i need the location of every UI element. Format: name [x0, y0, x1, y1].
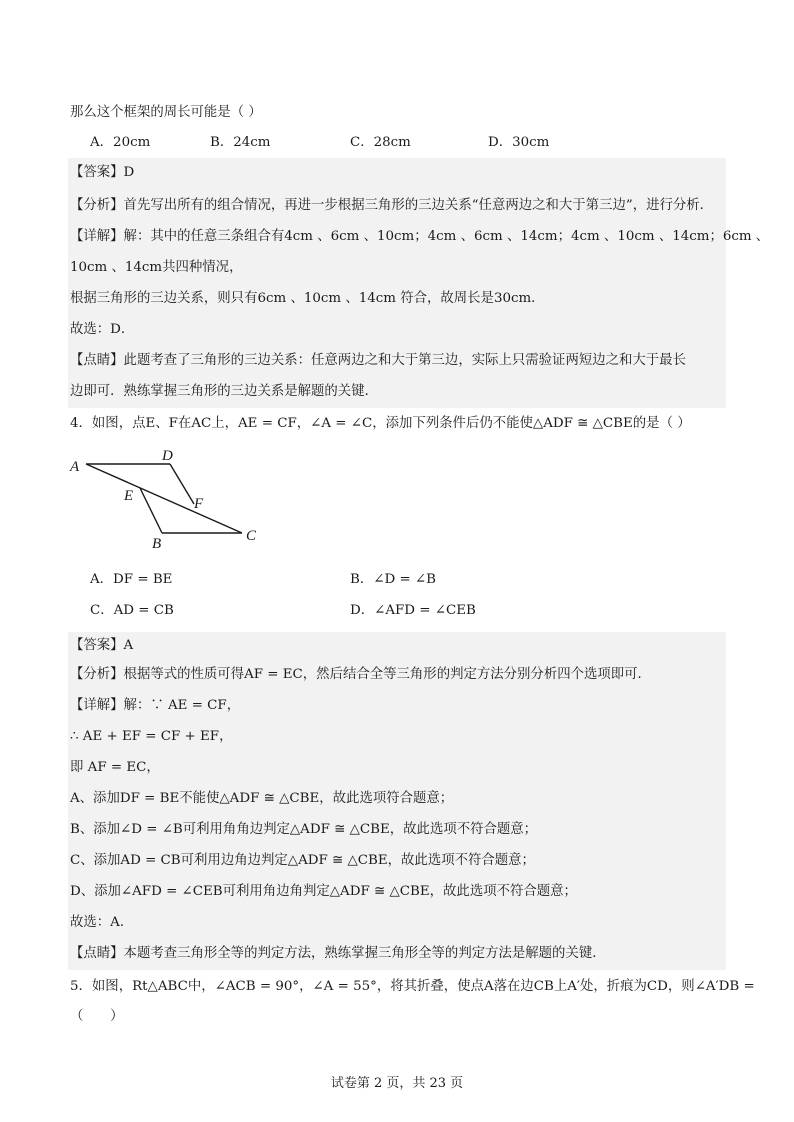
segment-ac: [86, 464, 242, 533]
q3-conclusion: 故选：D．: [70, 322, 135, 337]
label-f: F: [194, 496, 204, 512]
q4-stem: 4．如图，点E、F在AC上，AE = CF，∠A = ∠C，添加下列条件后仍不能使△ADF ≅ △CBE的是（ ）: [70, 416, 691, 431]
q4-detail-line-6: C、添加AD = CB可利用边角边判定△ADF ≅ △CBE，故此选项不符合题意；: [70, 853, 535, 868]
q4-detail-line-7: D、添加∠AFD = ∠CEB可利用角边角判定△ADF ≅ △CBE，故此选项不符合题意；: [70, 884, 577, 899]
q3-option-d: D．30cm: [488, 135, 550, 150]
label-e: E: [124, 488, 134, 504]
q3-stem-tail: 那么这个框架的周长可能是（ ）: [70, 105, 262, 120]
q4-geometry-figure: [66, 444, 278, 556]
q3-detail-line-2: 10cm 、14cm共四种情况，: [70, 260, 243, 275]
q3-comment-line-1: 【点睛】此题考查了三角形的三边关系：任意两边之和大于第三边，实际上只需验证两短边之和大于最长: [70, 353, 686, 368]
q5-stem-line-2: （ ）: [70, 1009, 124, 1024]
q4-detail-line-3: 即 AF = EC，: [70, 760, 160, 775]
label-c: C: [246, 528, 257, 544]
page-footer: 试卷第 2 页，共 23 页: [330, 1076, 464, 1091]
q4-conclusion: 故选：A．: [70, 915, 134, 930]
q4-option-c: C．AD = CB: [90, 603, 174, 618]
q4-comment: 【点睛】本题考查三角形全等的判定方法，熟练掌握三角形全等的判定方法是解题的关键．: [70, 946, 606, 961]
segment-df: [170, 464, 194, 504]
q3-detail-line-3: 根据三角形的三边关系，则只有6cm 、10cm 、14cm 符合，故周长是30cm．: [70, 291, 545, 306]
q3-analysis: 【分析】首先写出所有的组合情况，再进一步根据三角形的三边关系“任意两边之和大于第三边”，进行分析．: [70, 198, 714, 213]
q4-detail-line-5: B、添加∠D = ∠B可利用角角边判定△ADF ≅ △CBE，故此选项不符合题意；: [70, 822, 538, 837]
q4-analysis: 【分析】根据等式的性质可得AF = EC，然后结合全等三角形的判定方法分别分析四个选项即可．: [70, 667, 651, 682]
label-b: B: [152, 536, 162, 552]
label-a: A: [70, 459, 80, 475]
q3-detail-line-1: 【详解】解：其中的任意三条组合有4cm 、6cm 、10cm；4cm 、6cm 、14cm；4cm 、10cm 、14cm；6cm 、: [70, 229, 770, 244]
q4-detail-line-1: 【详解】解：∵ AE = CF，: [70, 698, 241, 713]
q4-detail-line-4: A、添加DF = BE不能使△ADF ≅ △CBE，故此选项符合题意；: [70, 791, 454, 806]
q5-stem-line-1: 5．如图，Rt△ABC中，∠ACB = 90°，∠A = 55°，将其折叠，使点A落在边CB上A′处，折痕为CD，则∠A′DB =: [70, 979, 755, 994]
q3-answer: 【答案】D: [70, 165, 135, 180]
label-d: D: [162, 448, 173, 464]
q4-option-b: B．∠D = ∠B: [350, 572, 436, 587]
q4-answer: 【答案】A: [70, 638, 134, 653]
q4-option-d: D．∠AFD = ∠CEB: [350, 603, 476, 618]
q3-option-b: B．24cm: [210, 135, 271, 150]
q4-detail-line-2: ∴ AE + EF = CF + EF，: [70, 729, 233, 744]
segment-eb: [140, 488, 162, 533]
q3-option-a: A．20cm: [90, 135, 151, 150]
q3-option-c: C．28cm: [350, 135, 411, 150]
q3-comment-line-2: 边即可．熟练掌握三角形的三边关系是解题的关键．: [70, 384, 378, 399]
q4-option-a: A．DF = BE: [90, 572, 173, 587]
